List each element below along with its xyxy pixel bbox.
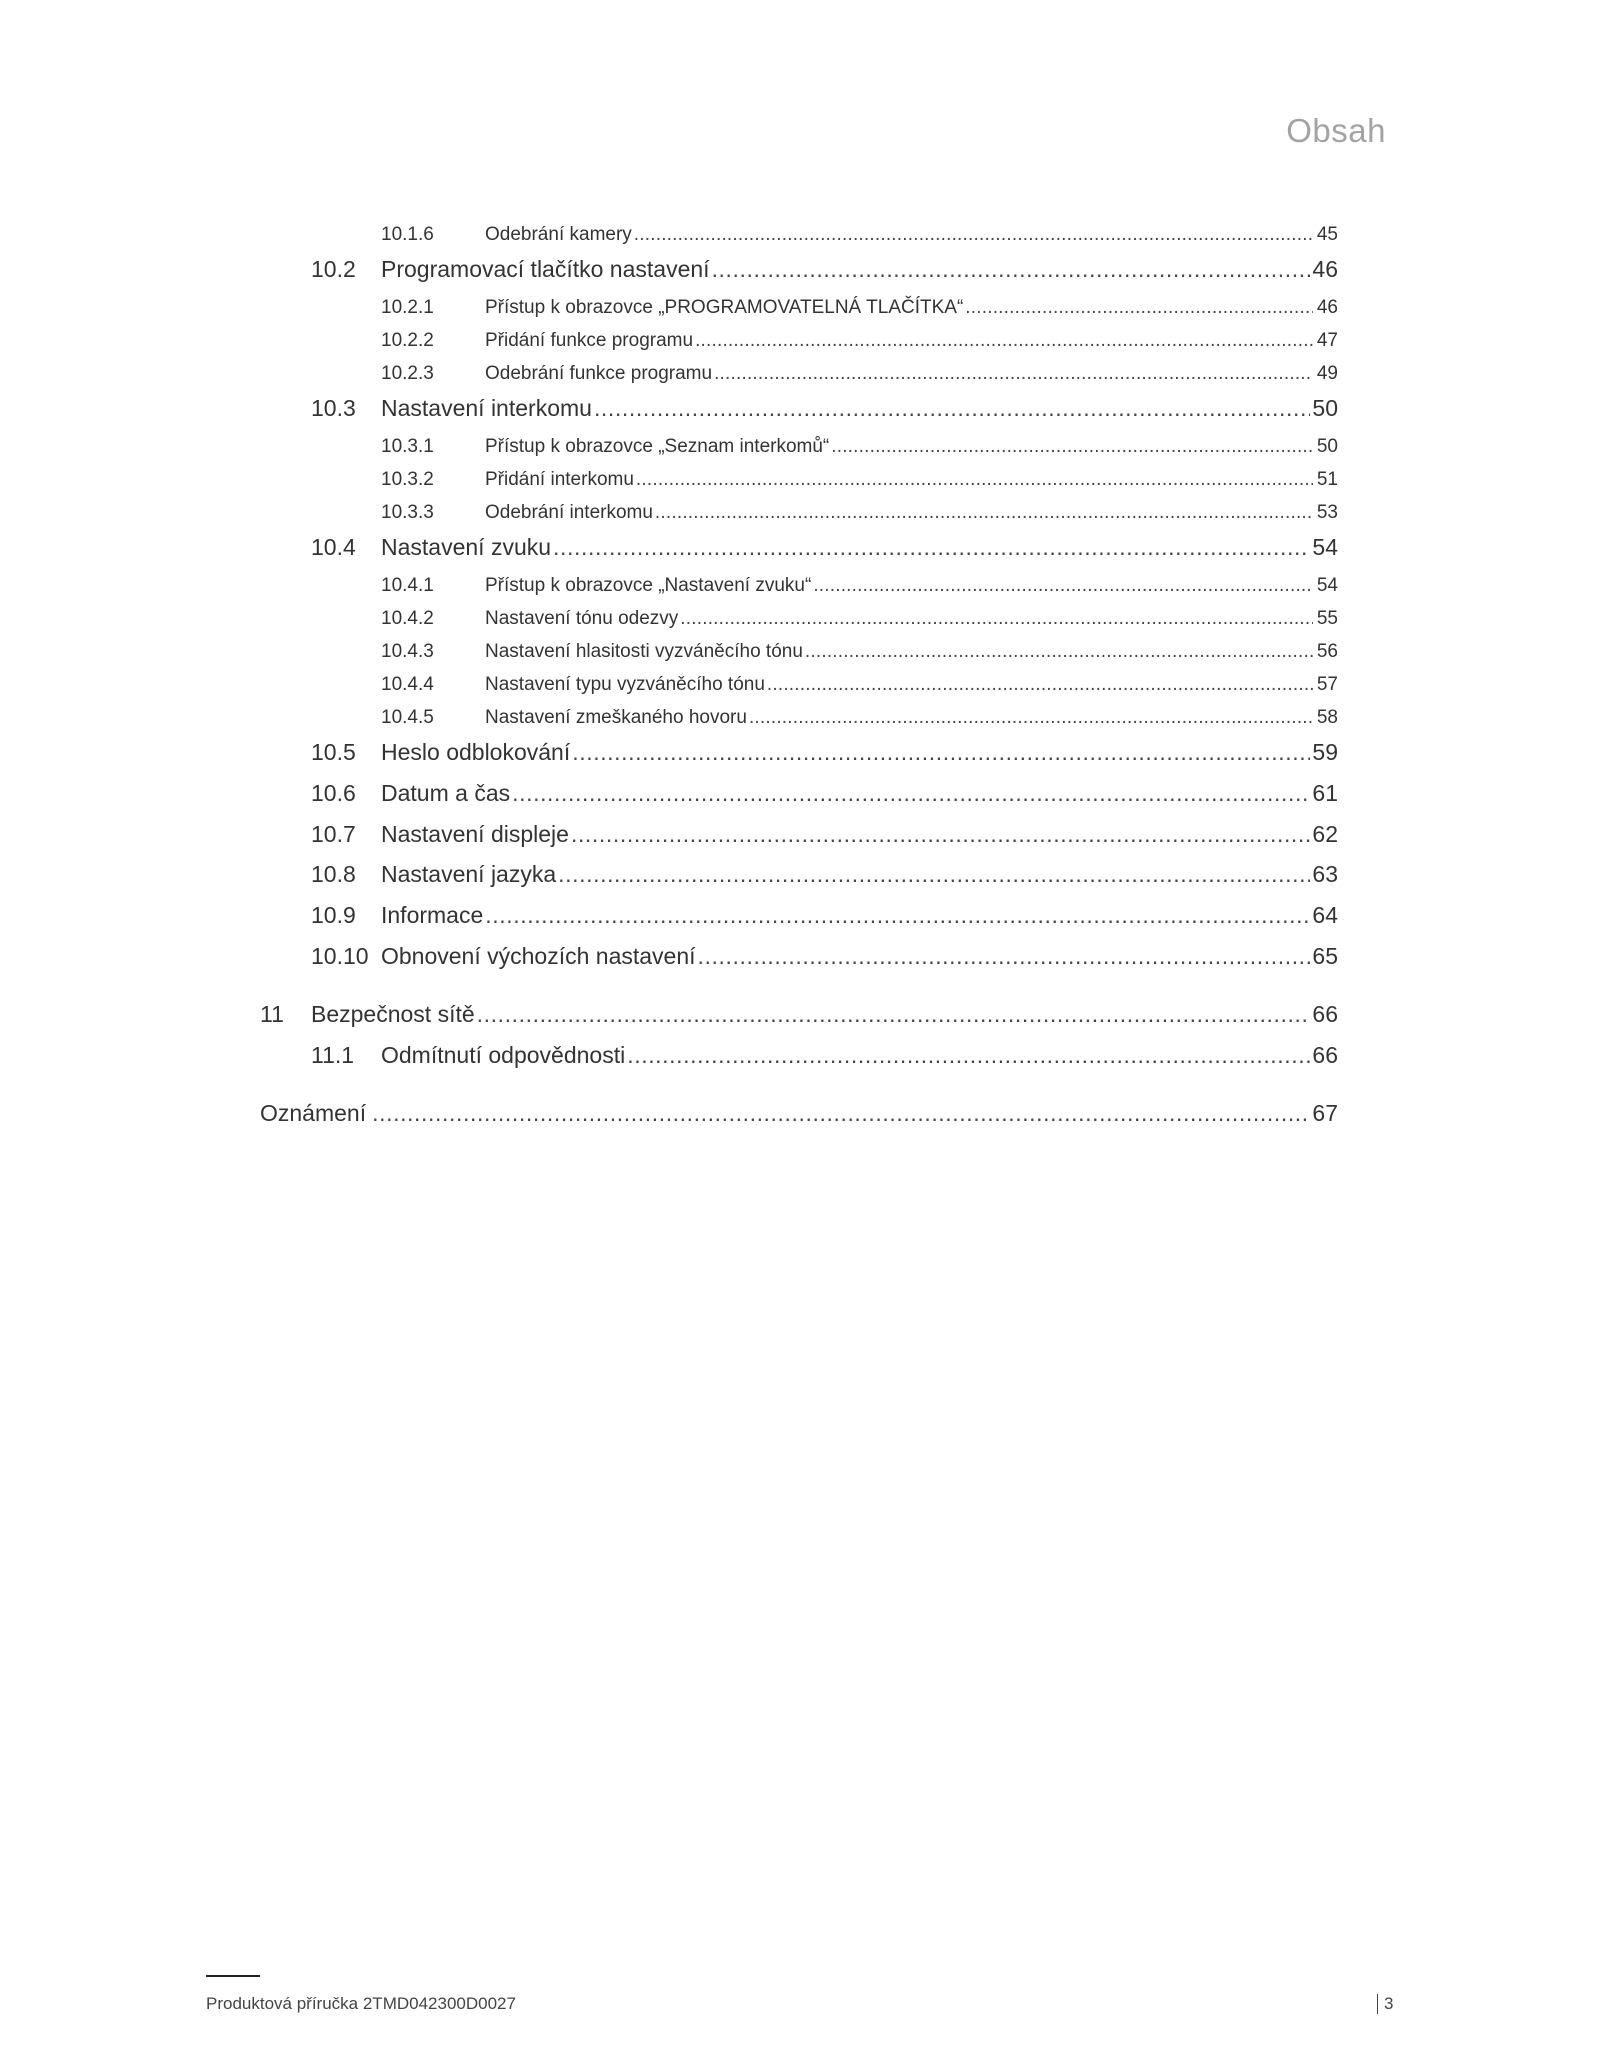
toc-entry[interactable] <box>260 1100 1338 1130</box>
toc-dot-leader <box>571 821 1310 848</box>
toc-dot-leader <box>372 1100 1310 1127</box>
toc-entry-title: Přidání interkomu <box>485 469 634 490</box>
toc-dot-leader <box>655 502 1313 524</box>
toc-entry[interactable] <box>311 902 1338 932</box>
toc-entry[interactable] <box>311 739 1338 769</box>
toc-entry[interactable] <box>381 297 1338 321</box>
toc-entry-number: 10.3.1 <box>381 436 434 457</box>
toc-entry-title: Informace <box>381 902 484 928</box>
toc-entry-page: 46 <box>1312 256 1338 282</box>
toc-entry-page: 58 <box>1316 707 1338 728</box>
toc-entry-number: 10.4.1 <box>381 575 434 596</box>
toc-entry[interactable] <box>311 1042 1338 1072</box>
toc-entry-number: 10.3 <box>311 395 356 421</box>
toc-entry[interactable] <box>381 330 1338 354</box>
toc-entry-page: 50 <box>1316 436 1338 457</box>
toc-entry-title: Odmítnutí odpovědnosti <box>381 1042 626 1068</box>
toc-entry-title: Nastavení interkomu <box>381 395 592 421</box>
toc-entry[interactable] <box>311 395 1338 425</box>
toc-entry-number: 10.3.3 <box>381 502 434 523</box>
toc-entry-page: 47 <box>1316 330 1338 351</box>
toc-entry-number: 10.2.3 <box>381 363 434 384</box>
toc-entry[interactable] <box>260 1001 1338 1031</box>
toc-entry[interactable] <box>381 469 1338 493</box>
toc-dot-leader <box>558 861 1310 888</box>
toc-entry-title: Přidání funkce programu <box>485 330 694 351</box>
toc-entry-page: 55 <box>1316 608 1338 629</box>
toc-entry[interactable] <box>311 780 1338 810</box>
toc-dot-leader <box>512 780 1310 807</box>
toc-entry[interactable] <box>381 502 1338 526</box>
toc-entry-title: Nastavení zmeškaného hovoru <box>485 707 747 728</box>
toc-entry-number: 10.2.1 <box>381 297 434 318</box>
toc-entry-page: 62 <box>1312 821 1338 847</box>
toc-entry-page: 53 <box>1316 502 1338 523</box>
toc-dot-leader <box>712 256 1311 283</box>
toc-entry-page: 51 <box>1316 469 1338 490</box>
toc-entry-number: 10.10 <box>311 943 369 969</box>
toc-entry-number: 10.4.5 <box>381 707 434 728</box>
toc-entry-page: 65 <box>1312 943 1338 969</box>
toc-entry-number: 11 <box>260 1001 284 1027</box>
toc-entry-page: 66 <box>1312 1042 1338 1068</box>
toc-entry-title: Programovací tlačítko nastavení <box>381 256 710 282</box>
toc-entry-number: 10.4.3 <box>381 641 434 662</box>
footer-page-number: 3 <box>1377 1994 1393 2014</box>
toc-entry-page: 57 <box>1316 674 1338 695</box>
toc-entry-title: Nastavení jazyka <box>381 861 557 887</box>
toc-entry-number: 10.6 <box>311 780 356 806</box>
toc-dot-leader <box>813 575 1313 597</box>
toc-entry-number: 10.5 <box>311 739 356 765</box>
toc-entry-number: 10.7 <box>311 821 356 847</box>
toc-entry-title: Obnovení výchozích nastavení <box>381 943 696 969</box>
toc-dot-leader <box>485 902 1310 929</box>
toc-entry-number: 10.2.2 <box>381 330 434 351</box>
toc-entry-title: Nastavení displeje <box>381 821 569 847</box>
toc-entry-page: 54 <box>1312 534 1338 560</box>
toc-entry[interactable] <box>311 861 1338 891</box>
toc-entry[interactable] <box>381 436 1338 460</box>
toc-entry-number: 10.4.2 <box>381 608 434 629</box>
toc-entry-title: Datum a čas <box>381 780 511 806</box>
toc-entry[interactable] <box>381 674 1338 698</box>
toc-entry[interactable] <box>381 641 1338 665</box>
toc-entry-number: 10.4 <box>311 534 356 560</box>
toc-entry-title: Heslo odblokování <box>381 739 571 765</box>
toc-entry[interactable] <box>311 943 1338 973</box>
toc-entry-title: Odebrání interkomu <box>485 502 653 523</box>
toc-entry[interactable] <box>381 608 1338 632</box>
footer-rule <box>206 1975 260 1977</box>
toc-entry-number: 10.8 <box>311 861 356 887</box>
toc-entry-title: Přístup k obrazovce „Seznam interkomů“ <box>485 436 830 457</box>
toc-entry[interactable] <box>381 224 1338 248</box>
toc-entry-number: 10.2 <box>311 256 356 282</box>
toc-entry-title: Přístup k obrazovce „Nastavení zvuku“ <box>485 575 812 596</box>
toc-entry-title: Odebrání kamery <box>485 224 632 245</box>
toc-dot-leader <box>594 395 1310 422</box>
toc-entry-page: 64 <box>1312 902 1338 928</box>
toc-entry[interactable] <box>311 256 1338 286</box>
toc-dot-leader <box>680 608 1313 630</box>
toc-dot-leader <box>636 469 1313 491</box>
toc-entry-number: 11.1 <box>311 1042 355 1068</box>
toc-dot-leader <box>698 943 1311 970</box>
toc-entry-title: Oznámení <box>260 1100 367 1126</box>
toc-dot-leader <box>965 297 1313 319</box>
toc-dot-leader <box>572 739 1310 766</box>
toc-dot-leader <box>627 1042 1310 1069</box>
toc-entry-number: 10.1.6 <box>381 224 434 245</box>
toc-entry-number: 10.4.4 <box>381 674 434 695</box>
toc-entry-title: Nastavení hlasitosti vyzváněcího tónu <box>485 641 803 662</box>
toc-entry-title: Nastavení zvuku <box>381 534 552 560</box>
toc-entry[interactable] <box>381 363 1338 387</box>
toc-dot-leader <box>634 224 1313 246</box>
toc-entry-title: Přístup k obrazovce „PROGRAMOVATELNÁ TLAČÍTKA“ <box>485 297 964 318</box>
toc-entry-page: 61 <box>1312 780 1338 806</box>
toc-entry-page: 54 <box>1316 575 1338 596</box>
toc-entry-page: 66 <box>1312 1001 1338 1027</box>
toc-entry-page: 63 <box>1312 861 1338 887</box>
toc-dot-leader <box>805 641 1313 663</box>
toc-dot-leader <box>695 330 1313 352</box>
toc-entry-title: Bezpečnost sítě <box>311 1001 475 1027</box>
toc-entry-title: Nastavení tónu odezvy <box>485 608 679 629</box>
toc-entry[interactable] <box>381 707 1338 731</box>
toc-dot-leader <box>714 363 1313 385</box>
toc-entry-number: 10.3.2 <box>381 469 434 490</box>
toc-entry-page: 59 <box>1312 739 1338 765</box>
toc-entry-page: 50 <box>1312 395 1338 421</box>
toc-dot-leader <box>749 707 1313 729</box>
toc-entry-title: Nastavení typu vyzváněcího tónu <box>485 674 765 695</box>
toc-dot-leader <box>767 674 1313 696</box>
toc-entry-page: 67 <box>1312 1100 1338 1126</box>
footer-document-title: Produktová příručka 2TMD042300D0027 <box>206 1994 516 2013</box>
toc-entry[interactable] <box>311 821 1338 851</box>
toc-entry-number: 10.9 <box>311 902 356 928</box>
toc-entry-title: Odebrání funkce programu <box>485 363 713 384</box>
toc-entry-page: 49 <box>1316 363 1338 384</box>
toc-entry-page: 46 <box>1316 297 1338 318</box>
toc-entry[interactable] <box>311 534 1338 564</box>
toc-dot-leader <box>553 534 1310 561</box>
toc-entry-page: 56 <box>1316 641 1338 662</box>
toc-entry-page: 45 <box>1316 224 1338 245</box>
toc-dot-leader <box>477 1001 1311 1028</box>
page-header-title: Obsah <box>1286 112 1386 149</box>
toc-entry[interactable] <box>381 575 1338 599</box>
toc-dot-leader <box>831 436 1313 458</box>
